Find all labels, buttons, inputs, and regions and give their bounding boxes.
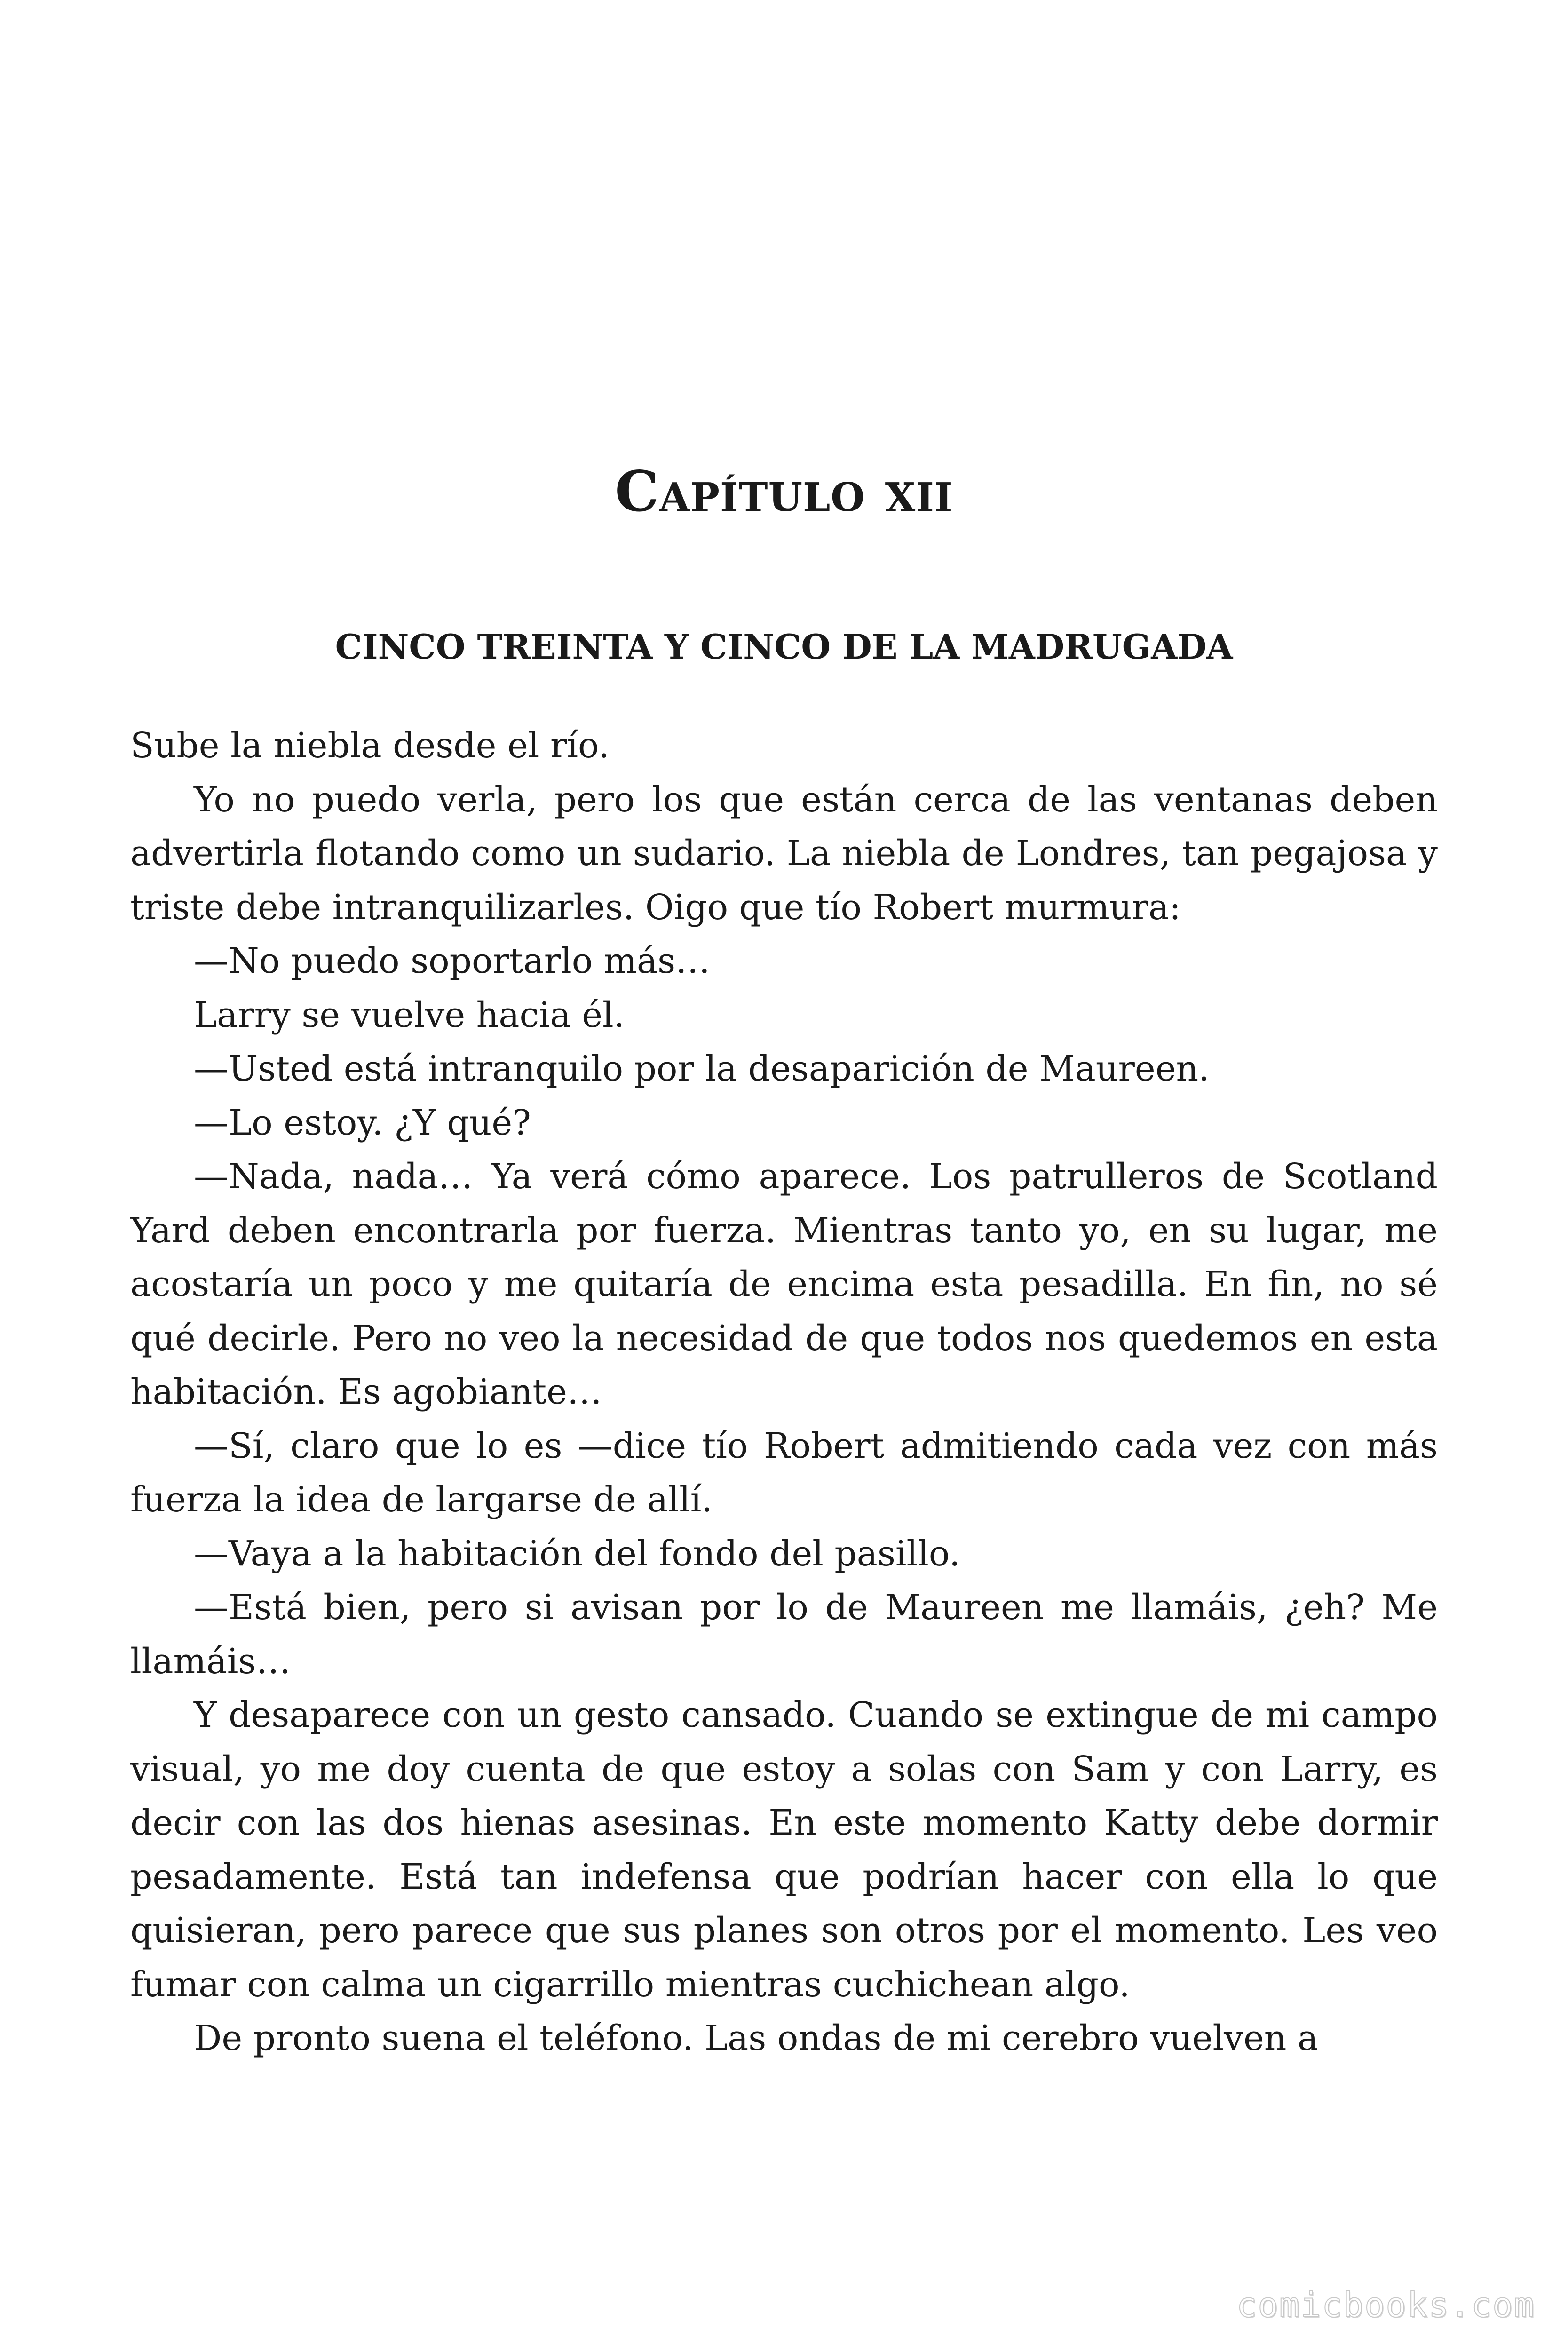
paragraph: —Usted está intranquilo por la desaparición de Maureen. bbox=[194, 1049, 1210, 1089]
paragraph: Larry se vuelve hacia él. bbox=[194, 994, 625, 1035]
paragraph: —Vaya a la habitación del fondo del pasillo. bbox=[194, 1533, 960, 1574]
paragraph: —Está bien, pero si avisan por lo de Maureen me llamáis, ¿eh? Me llamáis… bbox=[130, 1587, 1438, 1682]
chapter-title-rest: apítulo xii bbox=[659, 459, 953, 524]
watermark: comicbooks.com bbox=[1236, 2285, 1535, 2325]
section-title: CINCO TREINTA Y CINCO DE LA MADRUGADA bbox=[335, 627, 1233, 667]
chapter-title-initial: C bbox=[615, 459, 660, 524]
chapter-title bbox=[130, 459, 1438, 524]
paragraph: —Nada, nada… Ya verá cómo aparece. Los patrulleros de Scotland Yard deben encontrarla por fuerza. Mientras tanto yo, en su lugar, me acostaría un poco y me quitaría de encima esta pesadilla. En fin, no sé qué decirle. Pero no veo la necesidad de que todos nos quedemos en esta habitación. Es agobiante… bbox=[130, 1156, 1438, 1412]
paragraph: De pronto suena el teléfono. Las ondas de mi cerebro vuelven a bbox=[194, 2018, 1319, 2058]
paragraph: —Sí, claro que lo es —dice tío Robert admitiendo cada vez con más fuerza la idea de largarse de allí. bbox=[130, 1425, 1438, 1520]
paragraph: —No puedo soportarlo más… bbox=[194, 941, 711, 981]
book-page bbox=[130, 0, 1438, 2352]
paragraph: Y desaparece con un gesto cansado. Cuando se extingue de mi campo visual, yo me doy cuenta de que estoy a solas con Sam y con Larry, es decir con las dos hienas asesinas. En este momento Katty debe dormir pesadamente. Está tan indefensa que podrían hacer con ella lo que quisieran, pero parece que sus planes son otros por el momento. Les veo fumar con calma un cigarrillo mientras cuchichean algo. bbox=[130, 1695, 1438, 2005]
body-text bbox=[130, 719, 1438, 2066]
paragraph: Yo no puedo verla, pero los que están cerca de las ventanas deben advertirla flotando como un sudario. La niebla de Londres, tan pegajosa y triste debe intranquilizarles. Oigo que tío Robert murmura: bbox=[130, 779, 1438, 928]
paragraph: Sube la niebla desde el río. bbox=[130, 725, 610, 766]
paragraph: —Lo estoy. ¿Y qué? bbox=[194, 1102, 531, 1143]
